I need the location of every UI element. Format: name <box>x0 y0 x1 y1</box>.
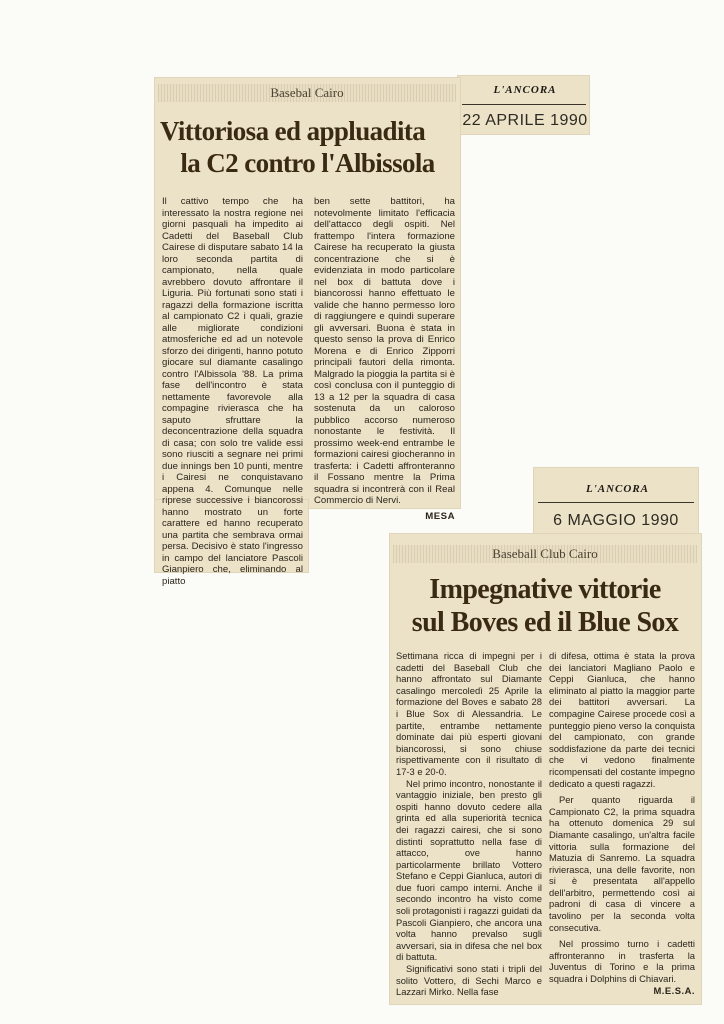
clipping-1-masthead: L'ANCORA <box>493 84 557 96</box>
clipping-1-signature: MESA <box>425 510 455 522</box>
clipping-1-headline-line-1: Vittoriosa ed appluadita <box>160 116 426 146</box>
clipping-2-signature: M.E.S.A. <box>653 984 695 996</box>
paragraph: Nel prossimo turno i cadetti affronteranno in trasferta la Juventus di Torino e la prima squadra i Dolphins di Chiavari. <box>549 938 695 985</box>
clipping-2-kicker: Baseball Club Cairo <box>393 545 697 563</box>
clipping-2-masthead: L'ANCORA <box>585 483 649 495</box>
paragraph: Significativi sono stati i tripli del solito Vottero, di Sechi Marco e Lazzari Mirko. Nella fase <box>396 963 542 998</box>
paragraph: di difesa, ottima è stata la prova dei lanciatori Magliano Paolo e Ceppi Gianluca, che hanno eliminato al piatto la maggior parte dei battitori avversari. La compagine Cairese procede così a punteggio pieno verso la conquista del campionato, con grande soddisfazione da parte dei tecnici che vi vedono finalmente ricompensati del costante impegno dedicato a questi ragazzi. <box>549 650 695 789</box>
clipping-2-headline-line-1: Impegnative vittorie <box>429 574 661 605</box>
clipping-2-headline-line-2: sul Boves ed il Blue Sox <box>411 607 679 638</box>
clipping-2-date: 6 MAGGIO 1990 <box>553 512 679 529</box>
clipping-1-column-2 <box>314 196 455 522</box>
paragraph: Il cattivo tempo che ha interessato la nostra regione nei giorni pasquali ha impedito ai Cadetti del Baseball Club Cairese di disputare sabato 14 la loro seconda partita di campionato, nella quale avrebbero dovuto affrontare il Liguria. Più fortunati sono stati i ragazzi della formazione iscritta al campionato C2 i quali, grazie alle migliorate condizioni atmosferiche ed ad un notevole sforzo dei dirigenti, hanno potuto giocare sul diamante casalingo contro l'Albissola '88. La prima fase dell'incontro è stata nettamente favorevole alla compagine rivierasca che ha saputo sfruttare la deconcentrazione della squadra di casa; con solo tre valide essi sono riusciti a segnare nei primi due innings ben 10 punti, mentre i Cairesi ne conquistavano appena 4. Comunque nelle riprese successive i biancorossi hanno mostrato un forte carattere ed hanno recuperato una partita che sembrava ormai persa. Decisivo è stato l'ingresso in campo del lanciatore Pascoli Gianpiero che, eliminando al piatto <box>162 196 303 587</box>
clipping-2-column-1 <box>396 650 542 998</box>
paragraph: Settimana ricca di impegni per i cadetti del Baseball Club che hanno affrontato sul Diamante casalingo mercoledì 25 Aprile la formazione del Boves e sabato 28 i Blue Sox di Alessandria. Le partite, entrambe nettamente dominate dai più esperti giovani biancorossi, si sono chiuse rispettivamente con il risultato di 17-3 e 20-0. <box>396 650 542 777</box>
paragraph: ben sette battitori, ha notevolmente limitato l'efficacia dell'attacco degli ospiti. Nel frattempo l'intera formazione Cairese ha recuperato la giusta concentrazione che si è evidenziata in modo particolare nel box di battuta dove i biancorossi hanno effettuato le valide che hanno permesso loro di raggiungere e quindi superare gli avversari. Buona è stata in questo senso la prova di Enrico Morena e di Enrico Zipporri principali fautori della rimonta. Malgrado la pioggia la partita si è così conclusa con il punteggio di 13 a 12 per la squadra di casa sostenuta da un caloroso pubblico accorso numeroso nonostante le festività. Il prossimo week-end entrambe le formazioni cairesi giocheranno in trasferta: i Cadetti affronteranno il Fossano mentre la Prima squadra si incontrerà con il Real Commercio di Nervi. <box>314 196 455 506</box>
clipping-1-headline-line-2: la C2 contro l'Albissola <box>180 148 435 178</box>
paragraph: Nel primo incontro, nonostante il vantaggio iniziale, ben presto gli ospiti hanno dovuto cedere alla grinta ed alla superiorità tecnica dei ragazzi cairesi, che si sono distinti soprattutto nella fase di attacco, ove hanno particolarmente brillato Vottero Stefano e Ceppi Gianluca, autori di due fuori campo interni. Anche il secondo incontro ha visto come soli protagonisti i ragazzi guidati da Pascoli Gianpiero, che ancora una volta hanno prevalso sugli avversari, sia in difesa che nel box di battuta. <box>396 777 542 963</box>
clipping-2-masthead-rule <box>538 502 694 503</box>
clipping-1-kicker: Basebal Cairo <box>158 84 456 102</box>
clipping-1-masthead-rule <box>462 104 586 105</box>
paragraph: Per quanto riguarda il Campionato C2, la prima squadra ha ottenuto domenica 29 sul Diamante casalingo, un'altra facile vittoria sulla formazione del Matuzia di Sanremo. La squadra rivierasca, una delle favorite, non si è presentata all'appello dell'arbitro, permettendo così ai padroni di casa di vincere a tavolino per la seconda volta consecutiva. <box>549 794 695 933</box>
clipping-1-column-1 <box>162 196 303 587</box>
clipping-2-column-2 <box>549 650 695 996</box>
clipping-1-date: 22 APRILE 1990 <box>462 112 588 129</box>
